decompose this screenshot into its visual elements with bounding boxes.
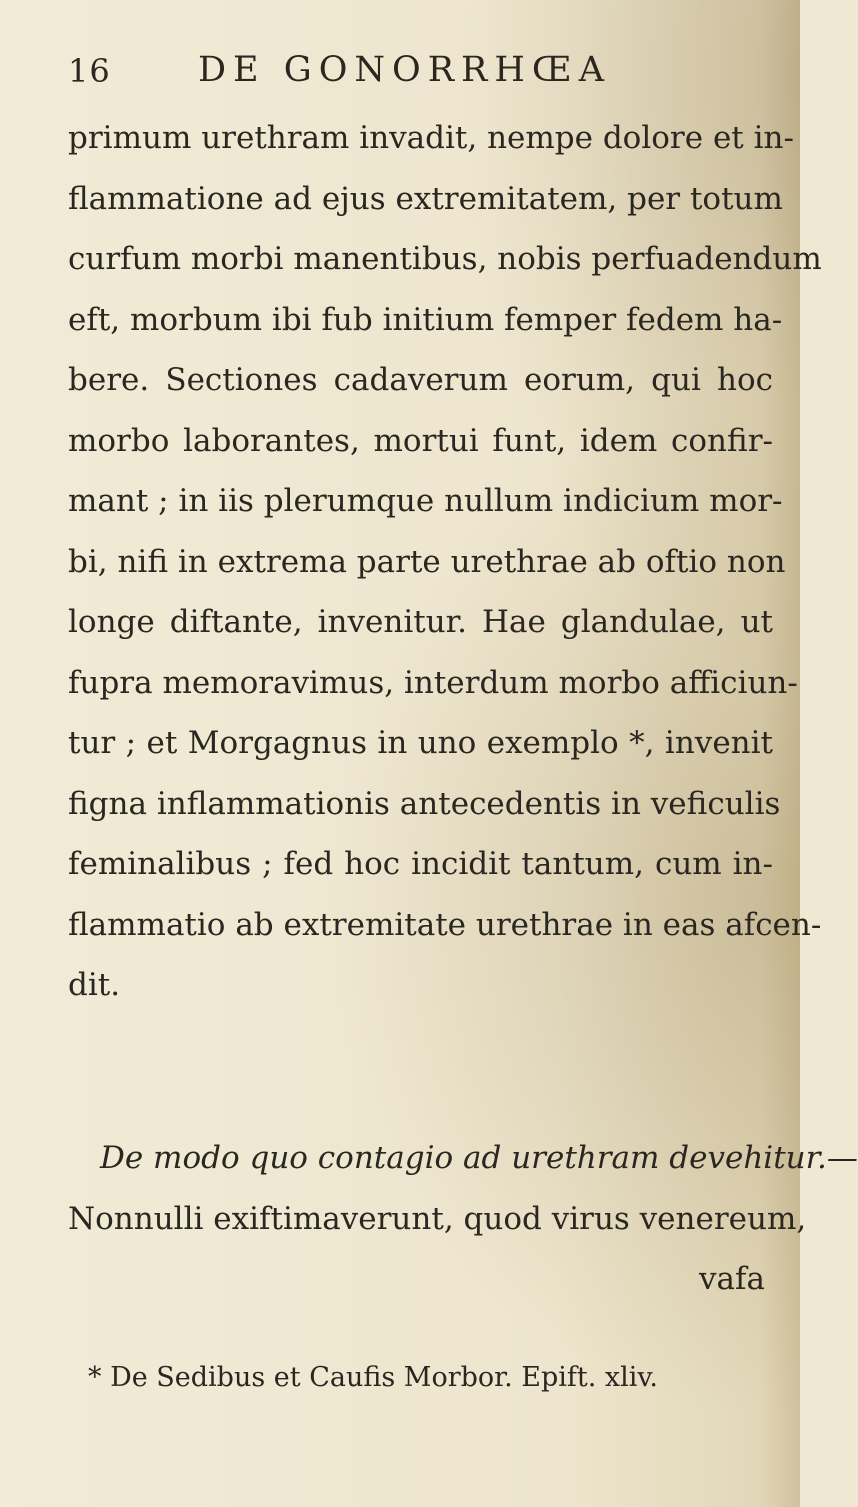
section-heading [68,1128,858,1189]
text-line: fupra memoravimus, interdum morbo afficiun- [68,664,798,701]
text-line: morbo laborantes, mortui funt, idem confir- [68,422,773,459]
text-line: dit. [68,967,121,1003]
running-title: DE GONORRHŒA [198,50,612,90]
footnote: * De Sedibus et Caufis Morbor. Epift. xliv. [88,1362,659,1393]
page-number: 16 [68,52,111,90]
text-line: tur ; et Morgagnus in uno exemplo *, invenit [68,725,773,761]
text-line: flammatio ab extremitate urethrae in eas afcen- [68,906,822,943]
text-line: flammatione ad ejus extremitatem, per totum [68,180,783,217]
text-line: primum urethram invadit, nempe dolore et in- [68,120,794,156]
text-line: bi, nifi in extrema parte urethrae ab oftio non [68,543,786,580]
text-line: bere. Sectiones cadaverum eorum, qui hoc [68,362,773,398]
page-header [68,44,768,104]
section-block [68,1128,858,1310]
text-line: feminalibus ; fed hoc incidit tantum, cum in- [68,846,773,882]
text-line: longe diftante, invenitur. Hae glandulae, ut [68,604,773,640]
catchword: vafa [699,1261,765,1297]
text-line: figna inflammationis antecedentis in veficulis [68,785,781,822]
section-heading-text: De modo quo contagio ad urethram devehitur.— [100,1140,858,1176]
section-first-line: Nonnulli exiftimaverunt, quod virus venereum, [68,1200,807,1237]
body-text [68,108,822,1016]
text-line: mant ; in iis plerumque nullum indicium mor- [68,483,783,519]
text-line: eft, morbum ibi fub initium femper fedem ha- [68,301,783,338]
text-line: curfum morbi manentibus, nobis perfuadendum [68,241,822,277]
